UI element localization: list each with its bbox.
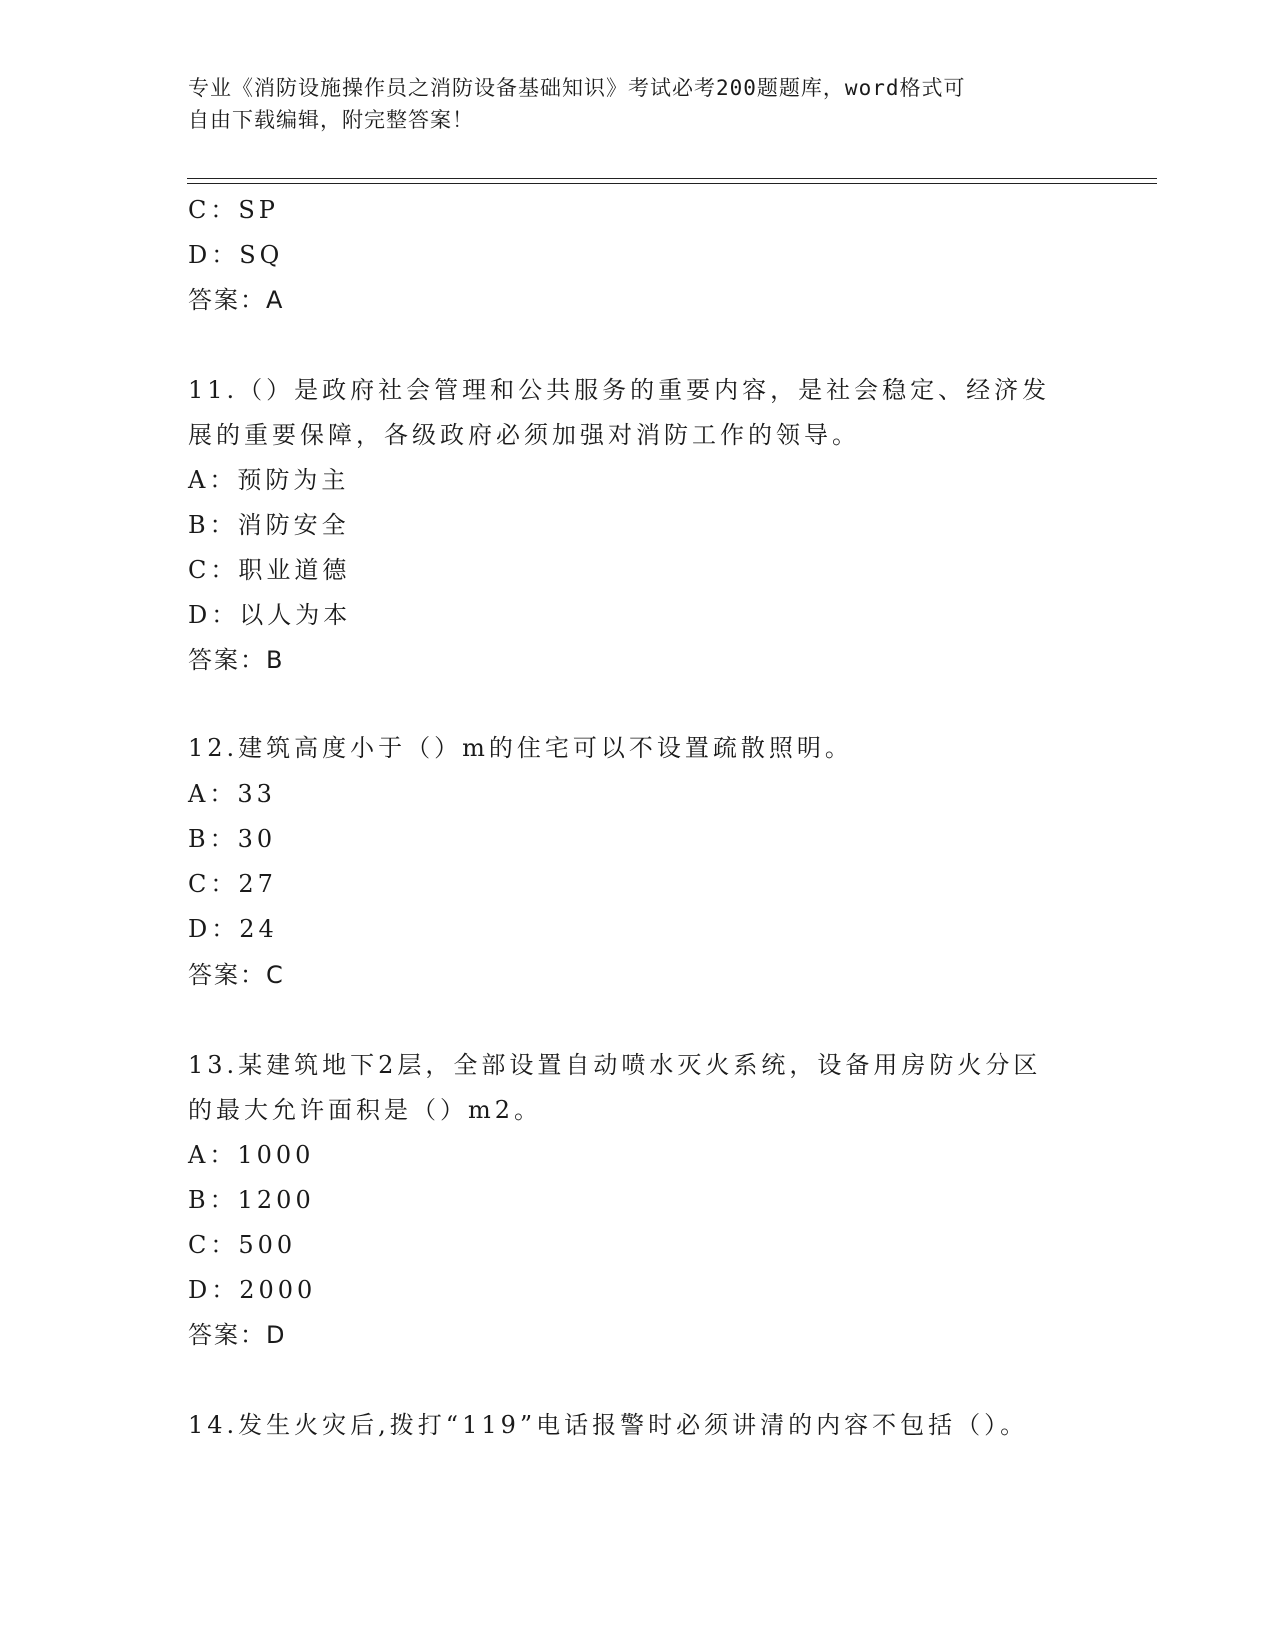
header-title-line-2: 自由下载编辑，附完整答案！ xyxy=(188,108,474,132)
q12-option-b: B：30 xyxy=(188,825,277,853)
q10-option-c: C：SP xyxy=(188,196,279,224)
q13-option-a: A：1000 xyxy=(188,1141,315,1169)
q13-option-d: D：2000 xyxy=(188,1276,317,1304)
q12-option-d: D：24 xyxy=(188,915,278,943)
q12-stem-line-1: 12.建筑高度小于（）m的住宅可以不设置疏散照明。 xyxy=(188,734,853,762)
q11-option-a: A：预防为主 xyxy=(188,466,350,494)
document-header xyxy=(188,72,1068,136)
q11-option-d: D：以人为本 xyxy=(188,601,352,629)
q13-option-c: C：500 xyxy=(188,1231,297,1259)
q11-answer: 答案：B xyxy=(188,646,285,674)
header-divider-top xyxy=(187,178,1157,179)
q12-option-c: C：27 xyxy=(188,870,277,898)
header-title-line-1: 专业《消防设施操作员之消防设备基础知识》考试必考200题题库，word格式可 xyxy=(188,76,966,100)
q11-stem-line-1: 11.（）是政府社会管理和公共服务的重要内容，是社会稳定、经济发 xyxy=(188,376,1051,404)
q13-option-b: B：1200 xyxy=(188,1186,315,1214)
q13-answer: 答案：D xyxy=(188,1321,287,1349)
header-divider-bottom xyxy=(187,183,1157,184)
q13-stem-line-2: 的最大允许面积是（）m2。 xyxy=(188,1096,543,1124)
q10-option-d: D：SQ xyxy=(188,241,284,269)
q12-answer: 答案：C xyxy=(188,961,285,989)
q11-stem-line-2: 展的重要保障，各级政府必须加强对消防工作的领导。 xyxy=(188,421,860,449)
q11-option-c: C：职业道德 xyxy=(188,556,351,584)
q13-stem-line-1: 13.某建筑地下2层，全部设置自动喷水灭火系统，设备用房防火分区 xyxy=(188,1051,1042,1079)
q14-stem-line-1: 14.发生火灾后,拨打“119”电话报警时必须讲清的内容不包括（）。 xyxy=(188,1411,1029,1439)
q11-option-b: B：消防安全 xyxy=(188,511,350,539)
q10-answer: 答案：A xyxy=(188,286,285,314)
q12-option-a: A：33 xyxy=(188,780,276,808)
